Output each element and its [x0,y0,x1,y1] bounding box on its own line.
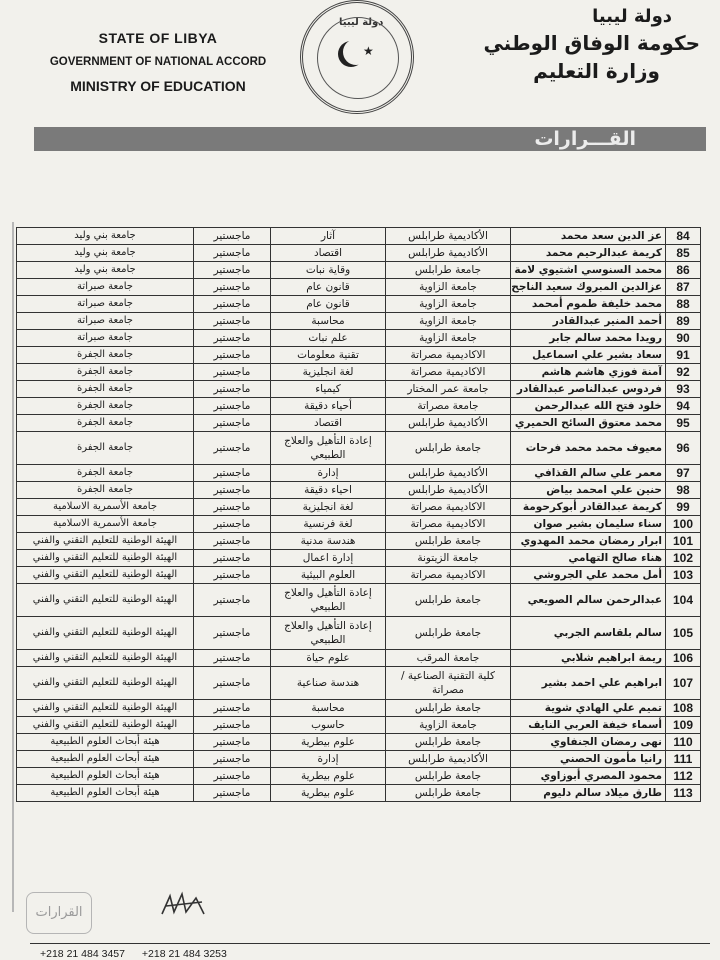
table-row [17,279,701,296]
row-institution: جامعة المرقب [386,650,511,667]
footer-phone-2: +218 21 484 3253 [141,948,227,960]
row-institution: جامعة الزاوية [386,717,511,734]
table-row [17,567,701,584]
table-row [17,415,701,432]
row-specialty: محاسبة [271,313,386,330]
row-specialty: حاسوب [271,717,386,734]
row-employer: جامعة صبراتة [17,296,194,313]
row-specialty: أحياء دقيقة [271,398,386,415]
row-institution: جامعة طرابلس [386,584,511,617]
row-degree: ماجستير [194,499,271,516]
row-specialty: إدارة [271,751,386,768]
row-institution: جامعة الزاوية [386,330,511,347]
table-row [17,751,701,768]
row-institution: جامعة طرابلس [386,734,511,751]
row-employer: الهيئة الوطنية للتعليم التقني والفني [17,567,194,584]
row-number: 100 [666,516,701,533]
row-employer: جامعة الجفرة [17,482,194,499]
letterhead-ministry-en: MINISTRY OF EDUCATION [70,78,246,94]
row-name: طارق ميلاد سالم دليوم [511,785,666,802]
row-specialty: محاسبة [271,700,386,717]
row-specialty: احياء دقيقة [271,482,386,499]
table-row [17,768,701,785]
row-degree: ماجستير [194,415,271,432]
row-institution: الأكاديمية طرابلس [386,415,511,432]
row-name: رانيا مأمون الحصني [511,751,666,768]
row-employer: جامعة الجفرة [17,415,194,432]
row-name: خلود فتح الله عبدالرحمن [511,398,666,415]
row-number: 101 [666,533,701,550]
row-employer: الهيئة الوطنية للتعليم التقني والفني [17,717,194,734]
decisions-stamp: القرارات [26,892,92,934]
table-row [17,398,701,415]
row-employer: جامعة الأسمرية الاسلامية [17,516,194,533]
row-name: سالم بلقاسم الجربي [511,617,666,650]
row-institution: الاكاديمية مصراتة [386,347,511,364]
table-row [17,228,701,245]
row-employer: هيئة أبحاث العلوم الطبيعية [17,768,194,785]
row-number: 84 [666,228,701,245]
row-name: حنين علي امحمد بياض [511,482,666,499]
row-specialty: إدارة [271,465,386,482]
row-number: 102 [666,550,701,567]
decisions-table [16,227,701,802]
table-row [17,330,701,347]
table-row [17,313,701,330]
row-number: 87 [666,279,701,296]
row-institution: كلية التقنية الصناعية / مصراتة [386,667,511,700]
row-name: فردوس عبدالناصر عبدالقادر [511,381,666,398]
letterhead-government-en: GOVERNMENT OF NATIONAL ACCORD [49,56,267,68]
row-specialty: لغة انجليزية [271,499,386,516]
row-specialty: العلوم البيئية [271,567,386,584]
banner-title: القـــرارات [534,128,636,150]
decisions-banner [34,127,706,151]
row-name: معيوف محمد محمد فرحات [511,432,666,465]
row-degree: ماجستير [194,667,271,700]
row-employer: الهيئة الوطنية للتعليم التقني والفني [17,667,194,700]
row-degree: ماجستير [194,381,271,398]
row-name: ابرار رمضان محمد المهدوي [511,533,666,550]
row-number: 111 [666,751,701,768]
row-number: 88 [666,296,701,313]
row-employer: جامعة بني وليد [17,262,194,279]
row-number: 95 [666,415,701,432]
arabic-letterhead [460,6,700,83]
table-row [17,734,701,751]
row-employer: الهيئة الوطنية للتعليم التقني والفني [17,700,194,717]
row-institution: جامعة الزاوية [386,313,511,330]
row-number: 110 [666,734,701,751]
row-number: 97 [666,465,701,482]
row-institution: الأكاديمية طرابلس [386,228,511,245]
table-row [17,381,701,398]
footer-contacts [40,948,241,960]
row-degree: ماجستير [194,432,271,465]
row-institution: جامعة عمر المختار [386,381,511,398]
row-employer: الهيئة الوطنية للتعليم التقني والفني [17,650,194,667]
row-employer: الهيئة الوطنية للتعليم التقني والفني [17,617,194,650]
table-row [17,347,701,364]
row-specialty: كيمياء [271,381,386,398]
letterhead-state-en: STATE OF LIBYA [98,30,218,46]
row-name: أحمد المنير عبدالقادر [511,313,666,330]
page-shadow-edge [12,222,14,912]
table-row [17,785,701,802]
row-number: 106 [666,650,701,667]
row-institution: جامعة طرابلس [386,768,511,785]
row-specialty: علوم حياة [271,650,386,667]
row-degree: ماجستير [194,245,271,262]
row-number: 103 [666,567,701,584]
row-name: محمد السنوسي اشتيوي لامة [511,262,666,279]
row-number: 98 [666,482,701,499]
row-degree: ماجستير [194,262,271,279]
row-institution: الأكاديمية طرابلس [386,482,511,499]
row-number: 99 [666,499,701,516]
row-employer: جامعة الأسمرية الاسلامية [17,499,194,516]
row-employer: الهيئة الوطنية للتعليم التقني والفني [17,584,194,617]
table-row [17,245,701,262]
row-degree: ماجستير [194,465,271,482]
table-row [17,617,701,650]
row-number: 108 [666,700,701,717]
row-name: ابراهيم علي احمد بشير [511,667,666,700]
table-row [17,364,701,381]
row-number: 86 [666,262,701,279]
row-specialty: لغة فرنسية [271,516,386,533]
row-name: نهى رمضان الجنفاوي [511,734,666,751]
table-row [17,516,701,533]
row-employer: جامعة الجفرة [17,432,194,465]
row-degree: ماجستير [194,516,271,533]
row-name: عبدالرحمن سالم الصويعي [511,584,666,617]
row-institution: الاكاديمية مصراتة [386,364,511,381]
row-employer: جامعة الجفرة [17,347,194,364]
row-specialty: إعادة التأهيل والعلاج الطبيعي [271,432,386,465]
row-institution: جامعة الزاوية [386,279,511,296]
row-institution: الأكاديمية طرابلس [386,245,511,262]
table-row [17,700,701,717]
row-degree: ماجستير [194,533,271,550]
seal-text: دولة ليبيا [339,17,384,28]
row-name: معمر علي سالم القذافي [511,465,666,482]
row-name: سناء سليمان بشير صوان [511,516,666,533]
row-institution: جامعة طرابلس [386,617,511,650]
table-row [17,465,701,482]
row-specialty: هندسة مدنية [271,533,386,550]
table-row [17,499,701,516]
footer-divider [30,943,710,944]
row-name: رويدا محمد سالم جابر [511,330,666,347]
signature-mark [156,888,216,922]
row-institution: الاكاديمية مصراتة [386,567,511,584]
row-specialty: تقنية معلومات [271,347,386,364]
row-institution: جامعة مصراتة [386,398,511,415]
row-employer: الهيئة الوطنية للتعليم التقني والفني [17,550,194,567]
table-row [17,667,701,700]
row-specialty: علوم بيطرية [271,785,386,802]
row-degree: ماجستير [194,751,271,768]
row-institution: جامعة الزيتونة [386,550,511,567]
row-institution: الأكاديمية طرابلس [386,751,511,768]
row-number: 91 [666,347,701,364]
row-degree: ماجستير [194,398,271,415]
row-specialty: علوم بيطرية [271,768,386,785]
row-degree: ماجستير [194,734,271,751]
row-degree: ماجستير [194,584,271,617]
row-degree: ماجستير [194,650,271,667]
row-specialty: علوم بيطرية [271,734,386,751]
row-institution: الاكاديمية مصراتة [386,499,511,516]
row-degree: ماجستير [194,550,271,567]
row-number: 89 [666,313,701,330]
row-specialty: قانون عام [271,279,386,296]
row-number: 109 [666,717,701,734]
row-number: 94 [666,398,701,415]
star-icon: ★ [363,44,374,58]
row-degree: ماجستير [194,347,271,364]
row-institution: جامعة طرابلس [386,533,511,550]
row-employer: جامعة الجفرة [17,398,194,415]
row-employer: جامعة صبراتة [17,330,194,347]
row-number: 104 [666,584,701,617]
table-row [17,432,701,465]
row-degree: ماجستير [194,364,271,381]
letterhead-state-ar: دولة ليبيا [592,6,672,27]
row-specialty: إعادة التأهيل والعلاج الطبيعي [271,617,386,650]
row-degree: ماجستير [194,482,271,499]
row-employer: جامعة صبراتة [17,279,194,296]
row-employer: هيئة أبحاث العلوم الطبيعية [17,734,194,751]
table-row [17,296,701,313]
row-number: 107 [666,667,701,700]
row-specialty: آثار [271,228,386,245]
table-row [17,550,701,567]
row-name: آمنة فوزي هاشم هاشم [511,364,666,381]
row-name: كريمة عبدالقادر أبوكرحومة [511,499,666,516]
row-name: عز الدين سعد محمد [511,228,666,245]
row-institution: الأكاديمية طرابلس [386,465,511,482]
row-name: أسماء خيفة العربي النايف [511,717,666,734]
row-specialty: إدارة اعمال [271,550,386,567]
decisions-table-body [17,228,701,802]
row-name: كريمة عبدالرحيم محمد [511,245,666,262]
letterhead-ministry-ar: وزارة التعليم [533,59,660,83]
row-institution: جامعة طرابلس [386,432,511,465]
row-specialty: إعادة التأهيل والعلاج الطبيعي [271,584,386,617]
row-employer: جامعة الجفرة [17,364,194,381]
row-specialty: وقاية نبات [271,262,386,279]
state-seal-logo [300,0,414,114]
english-letterhead [38,30,278,94]
footer-phone-1: +218 21 484 3457 [40,948,125,960]
row-degree: ماجستير [194,717,271,734]
row-specialty: اقتصاد [271,245,386,262]
row-employer: جامعة صبراتة [17,313,194,330]
table-row [17,262,701,279]
row-number: 92 [666,364,701,381]
row-name: تميم علي الهادي شوية [511,700,666,717]
row-employer: جامعة بني وليد [17,228,194,245]
row-institution: جامعة طرابلس [386,262,511,279]
row-specialty: قانون عام [271,296,386,313]
row-name: عزالدين المبروك سعيد الناجح [511,279,666,296]
row-institution: جامعة الزاوية [386,296,511,313]
row-degree: ماجستير [194,567,271,584]
row-institution: الاكاديمية مصراتة [386,516,511,533]
row-degree: ماجستير [194,330,271,347]
row-employer: جامعة الجفرة [17,465,194,482]
row-employer: هيئة أبحاث العلوم الطبيعية [17,785,194,802]
row-number: 105 [666,617,701,650]
table-row [17,533,701,550]
row-name: سعاد بشير علي اسماعيل [511,347,666,364]
row-employer: جامعة بني وليد [17,245,194,262]
letterhead-government-ar: حكومة الوفاق الوطني [483,31,700,55]
row-employer: جامعة الجفرة [17,381,194,398]
row-degree: ماجستير [194,785,271,802]
row-specialty: لغة انجليزية [271,364,386,381]
row-name: هناء صالح التهامي [511,550,666,567]
row-number: 85 [666,245,701,262]
table-row [17,650,701,667]
row-name: أمل محمد علي الجروشي [511,567,666,584]
row-degree: ماجستير [194,700,271,717]
row-institution: جامعة طرابلس [386,700,511,717]
row-degree: ماجستير [194,296,271,313]
row-degree: ماجستير [194,279,271,296]
row-specialty: هندسة صناعية [271,667,386,700]
row-number: 113 [666,785,701,802]
row-number: 96 [666,432,701,465]
row-degree: ماجستير [194,768,271,785]
row-degree: ماجستير [194,228,271,245]
row-degree: ماجستير [194,617,271,650]
table-row [17,717,701,734]
row-name: ريمة ابراهيم شلابي [511,650,666,667]
row-number: 112 [666,768,701,785]
row-degree: ماجستير [194,313,271,330]
row-name: محمد خليفة طموم أمحمد [511,296,666,313]
row-number: 90 [666,330,701,347]
row-specialty: اقتصاد [271,415,386,432]
row-name: محمد معتوق السائح الحميري [511,415,666,432]
row-number: 93 [666,381,701,398]
row-employer: الهيئة الوطنية للتعليم التقني والفني [17,533,194,550]
row-name: محمود المصري أبوزاوي [511,768,666,785]
row-specialty: علم نبات [271,330,386,347]
table-row [17,482,701,499]
row-employer: هيئة أبحاث العلوم الطبيعية [17,751,194,768]
table-row [17,584,701,617]
row-institution: جامعة طرابلس [386,785,511,802]
